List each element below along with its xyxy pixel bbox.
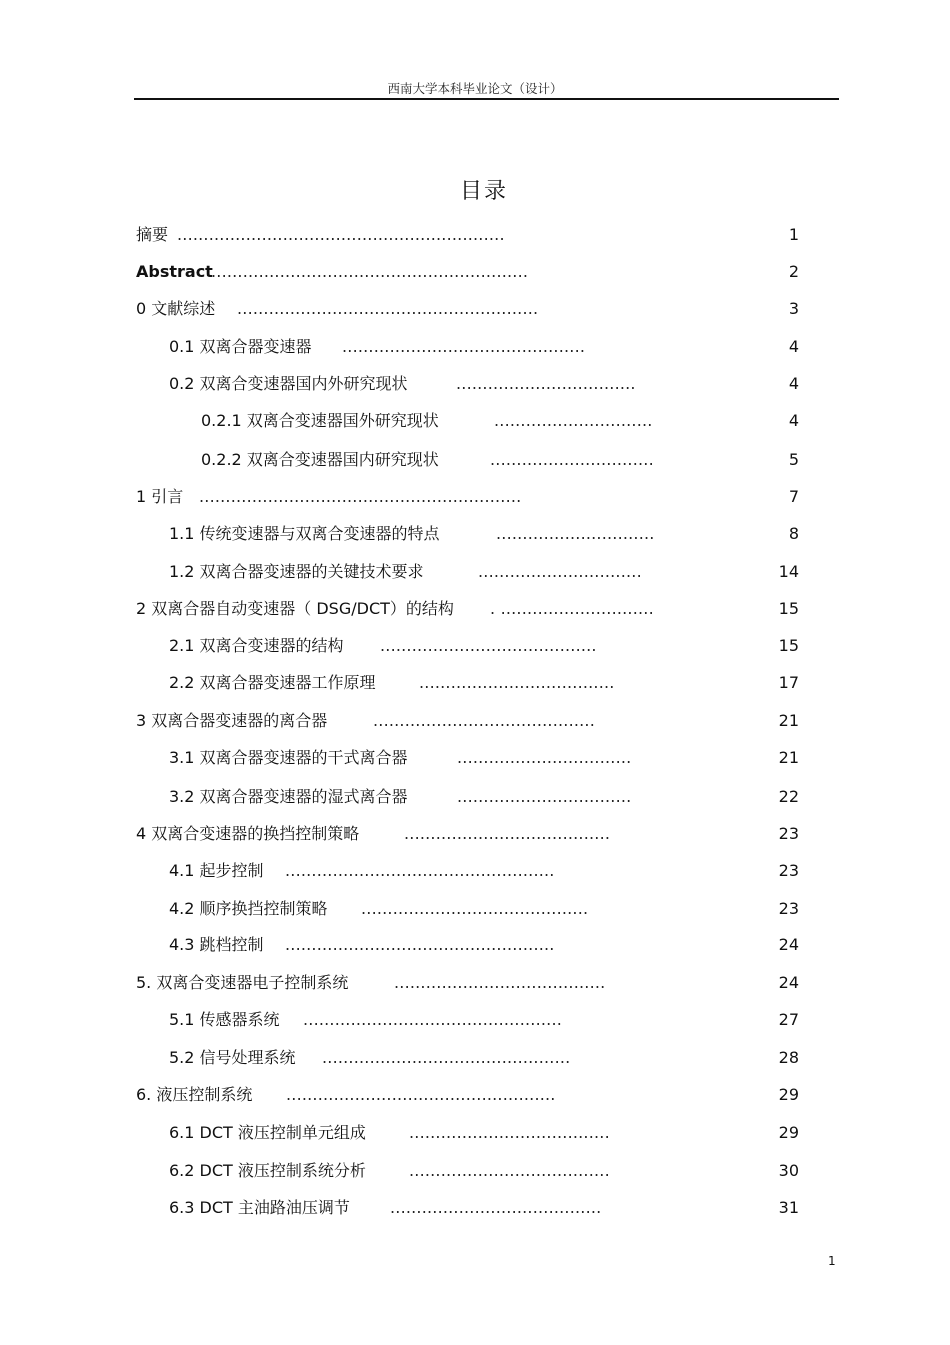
toc-entry-label: 5. 双离合变速器电子控制系统 [136, 973, 349, 992]
toc-leader-dots: ......................................... [380, 636, 597, 655]
toc-leader-dots: ................................................... [285, 935, 555, 954]
toc-page-number: 14 [778, 562, 799, 581]
toc-entry-label: 摘要 [136, 225, 169, 244]
toc-page-number: 29 [778, 1085, 799, 1104]
toc-page-number: 4 [788, 337, 799, 356]
toc-entry[interactable] [169, 1008, 799, 1032]
toc-leader-dots: ............................................................ [211, 262, 529, 281]
toc-leader-dots: ................................. [457, 748, 632, 767]
running-header: 西南大学本科毕业论文（设计） [387, 81, 563, 96]
toc-leader-dots: .................................. [456, 374, 636, 393]
toc-entry-label: 5.2 信号处理系统 [169, 1048, 296, 1067]
toc-entry-label: 1.1 传统变速器与双离合变速器的特点 [169, 524, 440, 543]
toc-entry[interactable] [201, 409, 799, 433]
toc-leader-dots: ..................................... [419, 673, 615, 692]
toc-leader-dots: ................................................. [303, 1010, 563, 1029]
toc-page-number: 8 [788, 524, 799, 543]
toc-entry[interactable] [136, 260, 799, 284]
toc-entry[interactable] [169, 933, 799, 957]
toc-entry[interactable] [169, 785, 799, 809]
toc-entry-label: 3.1 双离合器变速器的干式离合器 [169, 748, 408, 767]
toc-page-number: 5 [788, 450, 799, 469]
toc-entry-label: 4.1 起步控制 [169, 861, 264, 880]
toc-entry[interactable] [169, 634, 799, 658]
toc-entry[interactable] [169, 335, 799, 359]
toc-entry-label: 6.2 DCT 液压控制系统分析 [169, 1161, 366, 1180]
toc-entry[interactable] [136, 709, 799, 733]
toc-page-number: 17 [778, 673, 799, 692]
toc-entry[interactable] [169, 897, 799, 921]
toc-entry-label: 2 双离合器自动变速器（ DSG/DCT）的结构 [136, 599, 454, 618]
toc-entry[interactable] [136, 223, 799, 247]
toc-page-number: 3 [788, 299, 799, 318]
toc-entry-label: 0.2 双离合变速器国内外研究现状 [169, 374, 408, 393]
toc-page-number: 27 [778, 1010, 799, 1029]
toc-page-number: 7 [788, 487, 799, 506]
toc-entry[interactable] [136, 485, 799, 509]
toc-entry-label: Abstract [136, 262, 213, 281]
toc-page-number: 15 [778, 636, 799, 655]
toc-leader-dots: ....................................... [404, 824, 611, 843]
toc-entry-label: 4.3 跳档控制 [169, 935, 264, 954]
toc-entry-label: 1 引言 [136, 487, 184, 506]
toc-entry[interactable] [169, 1159, 799, 1183]
toc-page-number: 4 [788, 374, 799, 393]
toc-leader-dots: ................................. [457, 787, 632, 806]
toc-leader-dots: ............................................... [322, 1048, 571, 1067]
toc-leader-dots: ........................................ [390, 1198, 602, 1217]
toc-entry[interactable] [136, 971, 799, 995]
toc-entry-label: 2.1 双离合变速器的结构 [169, 636, 344, 655]
toc-entry-label: 3.2 双离合器变速器的湿式离合器 [169, 787, 408, 806]
toc-entry-label: 6.1 DCT 液压控制单元组成 [169, 1123, 366, 1142]
toc-page-number: 29 [778, 1123, 799, 1142]
toc-entry-label: 4.2 顺序换挡控制策略 [169, 899, 328, 918]
toc-entry-label: 3 双离合器变速器的离合器 [136, 711, 328, 730]
toc-page-number: 2 [788, 262, 799, 281]
toc-leader-dots: ................................................... [285, 861, 555, 880]
toc-page-number: 23 [778, 899, 799, 918]
toc-leader-dots: ............................................................. [199, 487, 522, 506]
toc-page-number: 1 [788, 225, 799, 244]
toc-leader-dots: .............................................................. [177, 225, 505, 244]
toc-page-number: 24 [778, 935, 799, 954]
toc-entry-label: 5.1 传感器系统 [169, 1010, 280, 1029]
toc-entry-label: 0.2.2 双离合变速器国内研究现状 [201, 450, 439, 469]
toc-leader-dots: ............................... [478, 562, 642, 581]
toc-page-number: 4 [788, 411, 799, 430]
toc-entry-label: 0 文献综述 [136, 299, 216, 318]
toc-entry-label: 6. 液压控制系统 [136, 1085, 253, 1104]
toc-entry[interactable] [136, 1083, 799, 1107]
toc-entry[interactable] [169, 859, 799, 883]
toc-leader-dots: ......................................................... [237, 299, 539, 318]
toc-page-number: 23 [778, 861, 799, 880]
toc-entry[interactable] [201, 448, 799, 472]
toc-entry[interactable] [169, 1196, 799, 1220]
toc-leader-dots: .............................................. [342, 337, 586, 356]
toc-entry[interactable] [136, 297, 799, 321]
header-rule [134, 98, 839, 100]
toc-leader-dots: ........................................ [394, 973, 606, 992]
toc-page-number: 24 [778, 973, 799, 992]
toc-leader-dots: . ............................. [490, 599, 654, 618]
toc-page-number: 28 [778, 1048, 799, 1067]
toc-leader-dots: ........................................... [361, 899, 589, 918]
toc-entry-label: 6.3 DCT 主油路油压调节 [169, 1198, 350, 1217]
toc-leader-dots: .............................. [494, 411, 653, 430]
toc-page-number: 31 [778, 1198, 799, 1217]
toc-entry[interactable] [169, 746, 799, 770]
toc-page-number: 15 [778, 599, 799, 618]
toc-entry[interactable] [169, 671, 799, 695]
toc-page-number: 21 [778, 711, 799, 730]
toc-entry[interactable] [169, 522, 799, 546]
toc-entry-label: 4 双离合变速器的换挡控制策略 [136, 824, 360, 843]
toc-entry[interactable] [169, 1121, 799, 1145]
toc-entry[interactable] [169, 372, 799, 396]
toc-leader-dots: .............................. [496, 524, 655, 543]
toc-entry-label: 2.2 双离合器变速器工作原理 [169, 673, 376, 692]
toc-leader-dots: ................................................... [286, 1085, 556, 1104]
toc-entry[interactable] [169, 1046, 799, 1070]
toc-leader-dots: .......................................... [373, 711, 596, 730]
toc-leader-dots: ...................................... [409, 1161, 610, 1180]
page-number: 1 [828, 1254, 836, 1268]
toc-leader-dots: ...................................... [409, 1123, 610, 1142]
toc-leader-dots: ............................... [490, 450, 654, 469]
toc-title: 目录 [459, 179, 508, 204]
toc-entry[interactable] [169, 560, 799, 584]
toc-page-number: 23 [778, 824, 799, 843]
toc-page-number: 21 [778, 748, 799, 767]
toc-entry-label: 1.2 双离合器变速器的关键技术要求 [169, 562, 424, 581]
toc-entry-label: 0.1 双离合器变速器 [169, 337, 312, 356]
toc-page-number: 22 [778, 787, 799, 806]
toc-entry[interactable] [136, 597, 799, 621]
toc-entry[interactable] [136, 822, 799, 846]
toc-entry-label: 0.2.1 双离合变速器国外研究现状 [201, 411, 439, 430]
toc-page-number: 30 [778, 1161, 799, 1180]
